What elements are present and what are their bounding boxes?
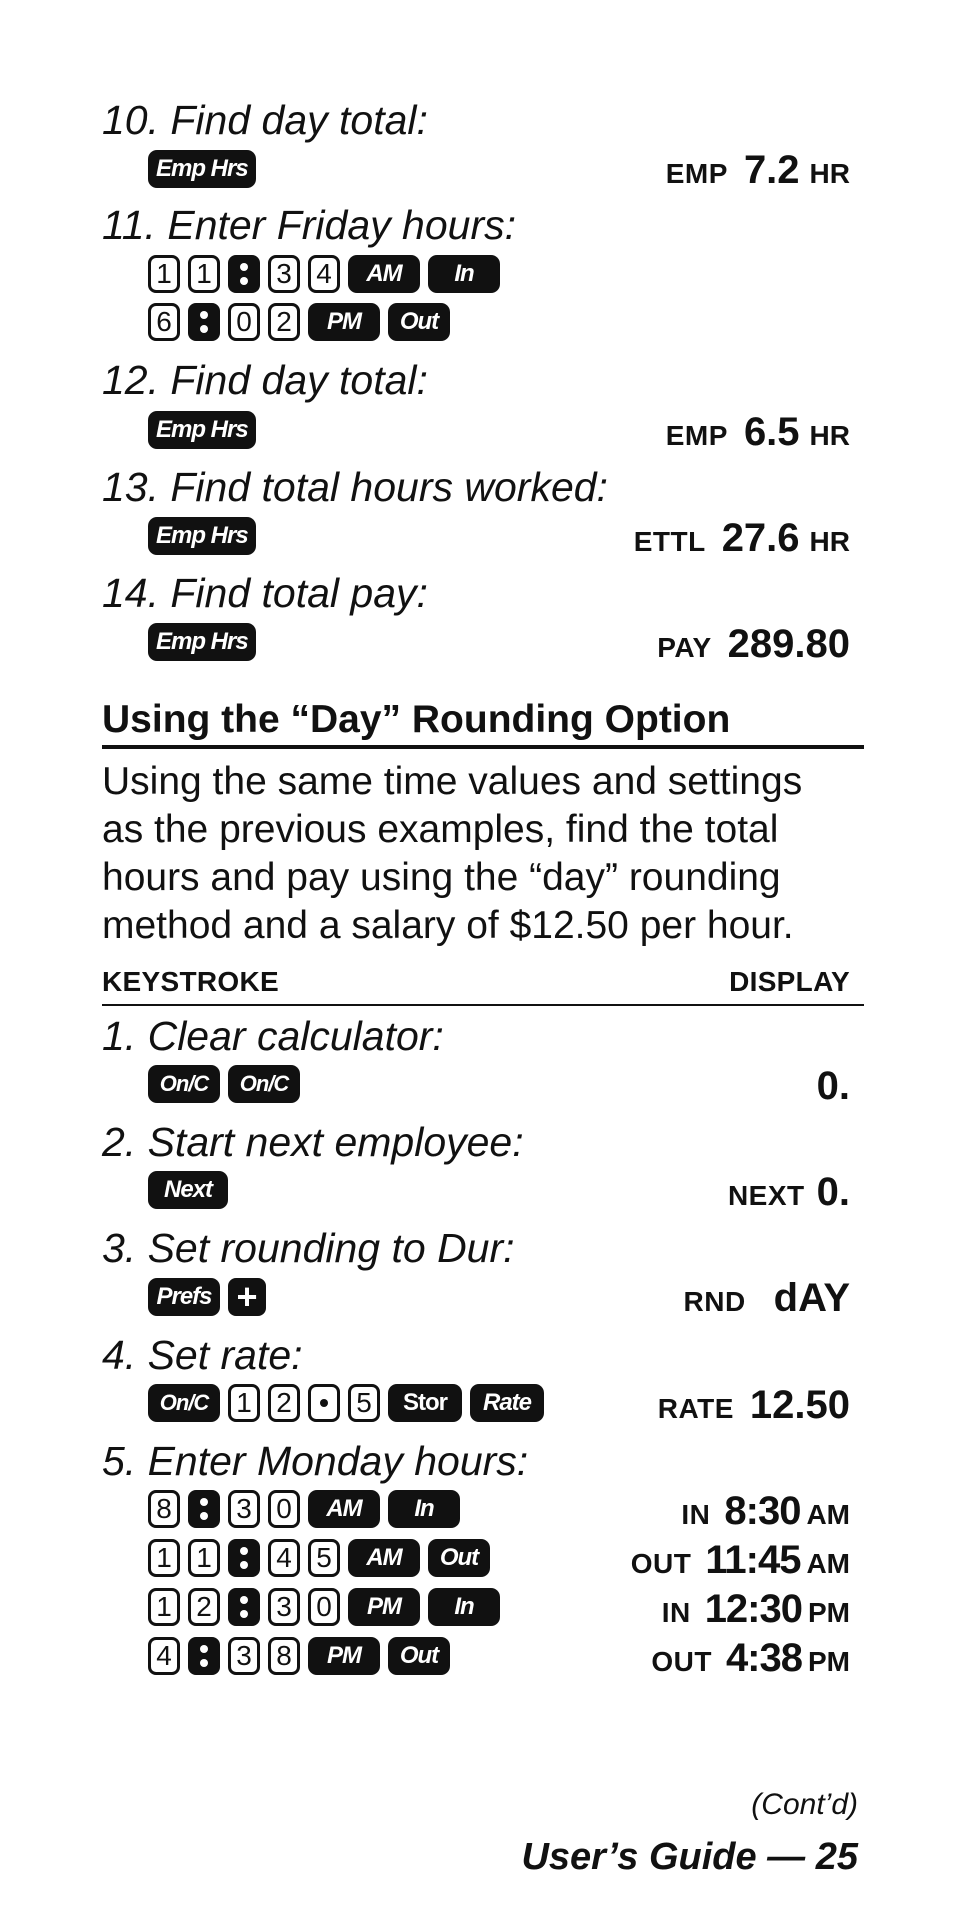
emp-hrs-key: Emp Hrs xyxy=(148,411,256,449)
display-column-header: DISPLAY xyxy=(729,966,850,997)
display-label: EMP xyxy=(665,158,728,189)
digit-key: 1 xyxy=(228,1384,260,1422)
digit-key: 3 xyxy=(228,1637,260,1675)
display-value: 12.50 xyxy=(749,1383,850,1427)
step-title: 14. Find total pay: xyxy=(102,570,428,616)
digit-key: 0 xyxy=(268,1490,300,1528)
display-value: 6.5 xyxy=(743,410,800,454)
display-value: 27.6 xyxy=(721,516,800,560)
display-unit: AM xyxy=(806,1499,850,1530)
display-unit: HR xyxy=(809,158,850,189)
keystroke-row xyxy=(148,300,450,344)
digit-key: 0 xyxy=(228,303,260,341)
display-readout xyxy=(662,1589,850,1629)
digit-key: 3 xyxy=(268,255,300,293)
rate-key: Rate xyxy=(470,1384,544,1422)
keystroke-row xyxy=(148,408,256,452)
digit-key: 5 xyxy=(308,1539,340,1577)
display-label: OUT xyxy=(630,1548,692,1579)
digit-key: 1 xyxy=(188,1539,220,1577)
pm-key: PM xyxy=(348,1588,420,1626)
display-readout xyxy=(658,1385,850,1425)
keystroke-row xyxy=(148,252,500,296)
colon-key xyxy=(228,1588,260,1626)
display-label: ETTL xyxy=(633,526,706,557)
am-key: AM xyxy=(348,255,420,293)
display-label: OUT xyxy=(651,1646,712,1677)
digit-key: 1 xyxy=(148,255,180,293)
keystroke-row xyxy=(148,1275,266,1319)
colon-key xyxy=(228,1539,260,1577)
display-value: 4:38 xyxy=(725,1636,802,1680)
section-heading: Using the “Day” Rounding Option xyxy=(102,698,731,741)
keystroke-row xyxy=(148,1585,500,1629)
step-title: 4. Set rate: xyxy=(102,1332,303,1378)
emp-hrs-key: Emp Hrs xyxy=(148,517,256,555)
display-label: IN xyxy=(681,1499,711,1530)
digit-key: 6 xyxy=(148,303,180,341)
keystroke-column-header: KEYSTROKE xyxy=(102,966,279,997)
digit-key: 4 xyxy=(308,255,340,293)
out-key: Out xyxy=(388,303,450,341)
display-unit: PM xyxy=(808,1597,850,1628)
in-key: In xyxy=(428,1588,500,1626)
emp-hrs-key: Emp Hrs xyxy=(148,150,256,188)
digit-key: 4 xyxy=(268,1539,300,1577)
keystroke-row xyxy=(148,1062,300,1106)
display-unit: AM xyxy=(806,1548,850,1579)
display-value: 11:45 xyxy=(705,1538,801,1582)
display-value: dAY xyxy=(773,1276,850,1320)
pm-key: PM xyxy=(308,303,380,341)
in-key: In xyxy=(428,255,500,293)
step-title: 12. Find day total: xyxy=(102,357,428,403)
digit-key: 3 xyxy=(268,1588,300,1626)
display-label: RATE xyxy=(657,1393,734,1424)
display-readout xyxy=(666,150,850,190)
display-readout xyxy=(631,1540,850,1580)
display-readout xyxy=(728,1172,850,1212)
display-label: NEXT xyxy=(727,1180,805,1211)
digit-key: 1 xyxy=(148,1588,180,1626)
display-value: 289.80 xyxy=(727,622,850,666)
on-c-key: On/C xyxy=(148,1065,220,1103)
display-readout xyxy=(657,624,850,664)
display-value: 8:30 xyxy=(724,1489,801,1533)
plus-key: + xyxy=(228,1278,266,1316)
digit-key: 1 xyxy=(188,255,220,293)
step-title: 5. Enter Monday hours: xyxy=(102,1438,529,1484)
stor-key: Stor xyxy=(388,1384,462,1422)
in-key: In xyxy=(388,1490,460,1528)
digit-key: 2 xyxy=(188,1588,220,1626)
emp-hrs-key: Emp Hrs xyxy=(148,623,256,661)
display-value: 7.2 xyxy=(743,148,800,192)
step-title: 2. Start next employee: xyxy=(102,1119,524,1165)
page-footer: User’s Guide — 25 xyxy=(521,1836,858,1878)
display-label: RND xyxy=(683,1286,746,1317)
digit-key: 2 xyxy=(268,303,300,341)
digit-key: 8 xyxy=(268,1637,300,1675)
display-readout xyxy=(681,1491,850,1531)
continued-note: (Cont’d) xyxy=(751,1788,858,1821)
am-key: AM xyxy=(308,1490,380,1528)
digit-key: 5 xyxy=(348,1384,380,1422)
display-value: 12:30 xyxy=(704,1587,802,1631)
digit-key: 8 xyxy=(148,1490,180,1528)
display-label: IN xyxy=(661,1597,691,1628)
digit-key: 2 xyxy=(268,1384,300,1422)
keystroke-row xyxy=(148,1168,228,1212)
heading-rule xyxy=(102,745,864,749)
digit-key: 3 xyxy=(228,1490,260,1528)
display-label: PAY xyxy=(657,632,712,663)
display-readout xyxy=(684,1278,851,1318)
keystroke-row xyxy=(148,514,256,558)
decimal-point-key xyxy=(308,1384,340,1422)
step-title: 13. Find total hours worked: xyxy=(102,464,608,510)
digit-key: 1 xyxy=(148,1539,180,1577)
keystroke-row xyxy=(148,147,256,191)
step-title: 11. Enter Friday hours: xyxy=(102,202,516,248)
colon-key xyxy=(188,1637,220,1675)
keystroke-row xyxy=(148,1487,460,1531)
out-key: Out xyxy=(428,1539,490,1577)
colon-key xyxy=(188,303,220,341)
step-title: 1. Clear calculator: xyxy=(102,1013,444,1059)
prefs-key: Prefs xyxy=(148,1278,220,1316)
out-key: Out xyxy=(388,1637,450,1675)
display-value: 0. xyxy=(816,1170,850,1214)
on-c-key: On/C xyxy=(148,1384,220,1422)
display-readout xyxy=(651,1638,850,1678)
step-title: 3. Set rounding to Dur: xyxy=(102,1225,515,1271)
column-rule xyxy=(102,1004,864,1006)
pm-key: PM xyxy=(308,1637,380,1675)
on-c-key: On/C xyxy=(228,1065,300,1103)
digit-key: 0 xyxy=(308,1588,340,1626)
display-unit: HR xyxy=(809,526,850,557)
digit-key: 4 xyxy=(148,1637,180,1675)
am-key: AM xyxy=(348,1539,420,1577)
colon-key xyxy=(188,1490,220,1528)
keystroke-row xyxy=(148,1634,450,1678)
keystroke-row xyxy=(148,620,256,664)
colon-key xyxy=(228,255,260,293)
display-readout xyxy=(634,518,850,558)
display-readout xyxy=(666,412,850,452)
next-key: Next xyxy=(148,1171,228,1209)
display-readout xyxy=(817,1066,850,1106)
step-title: 10. Find day total: xyxy=(102,97,428,143)
display-value: 0. xyxy=(816,1064,850,1108)
keystroke-row xyxy=(148,1536,490,1580)
display-unit: PM xyxy=(808,1646,850,1677)
section-paragraph: Using the same time values and settings as the previous examples, find the total hours and pay using the “day” rounding method and a salary of $12.50 per hour. xyxy=(102,760,803,947)
display-label: EMP xyxy=(665,420,728,451)
display-unit: HR xyxy=(809,420,850,451)
keystroke-row xyxy=(148,1381,544,1425)
